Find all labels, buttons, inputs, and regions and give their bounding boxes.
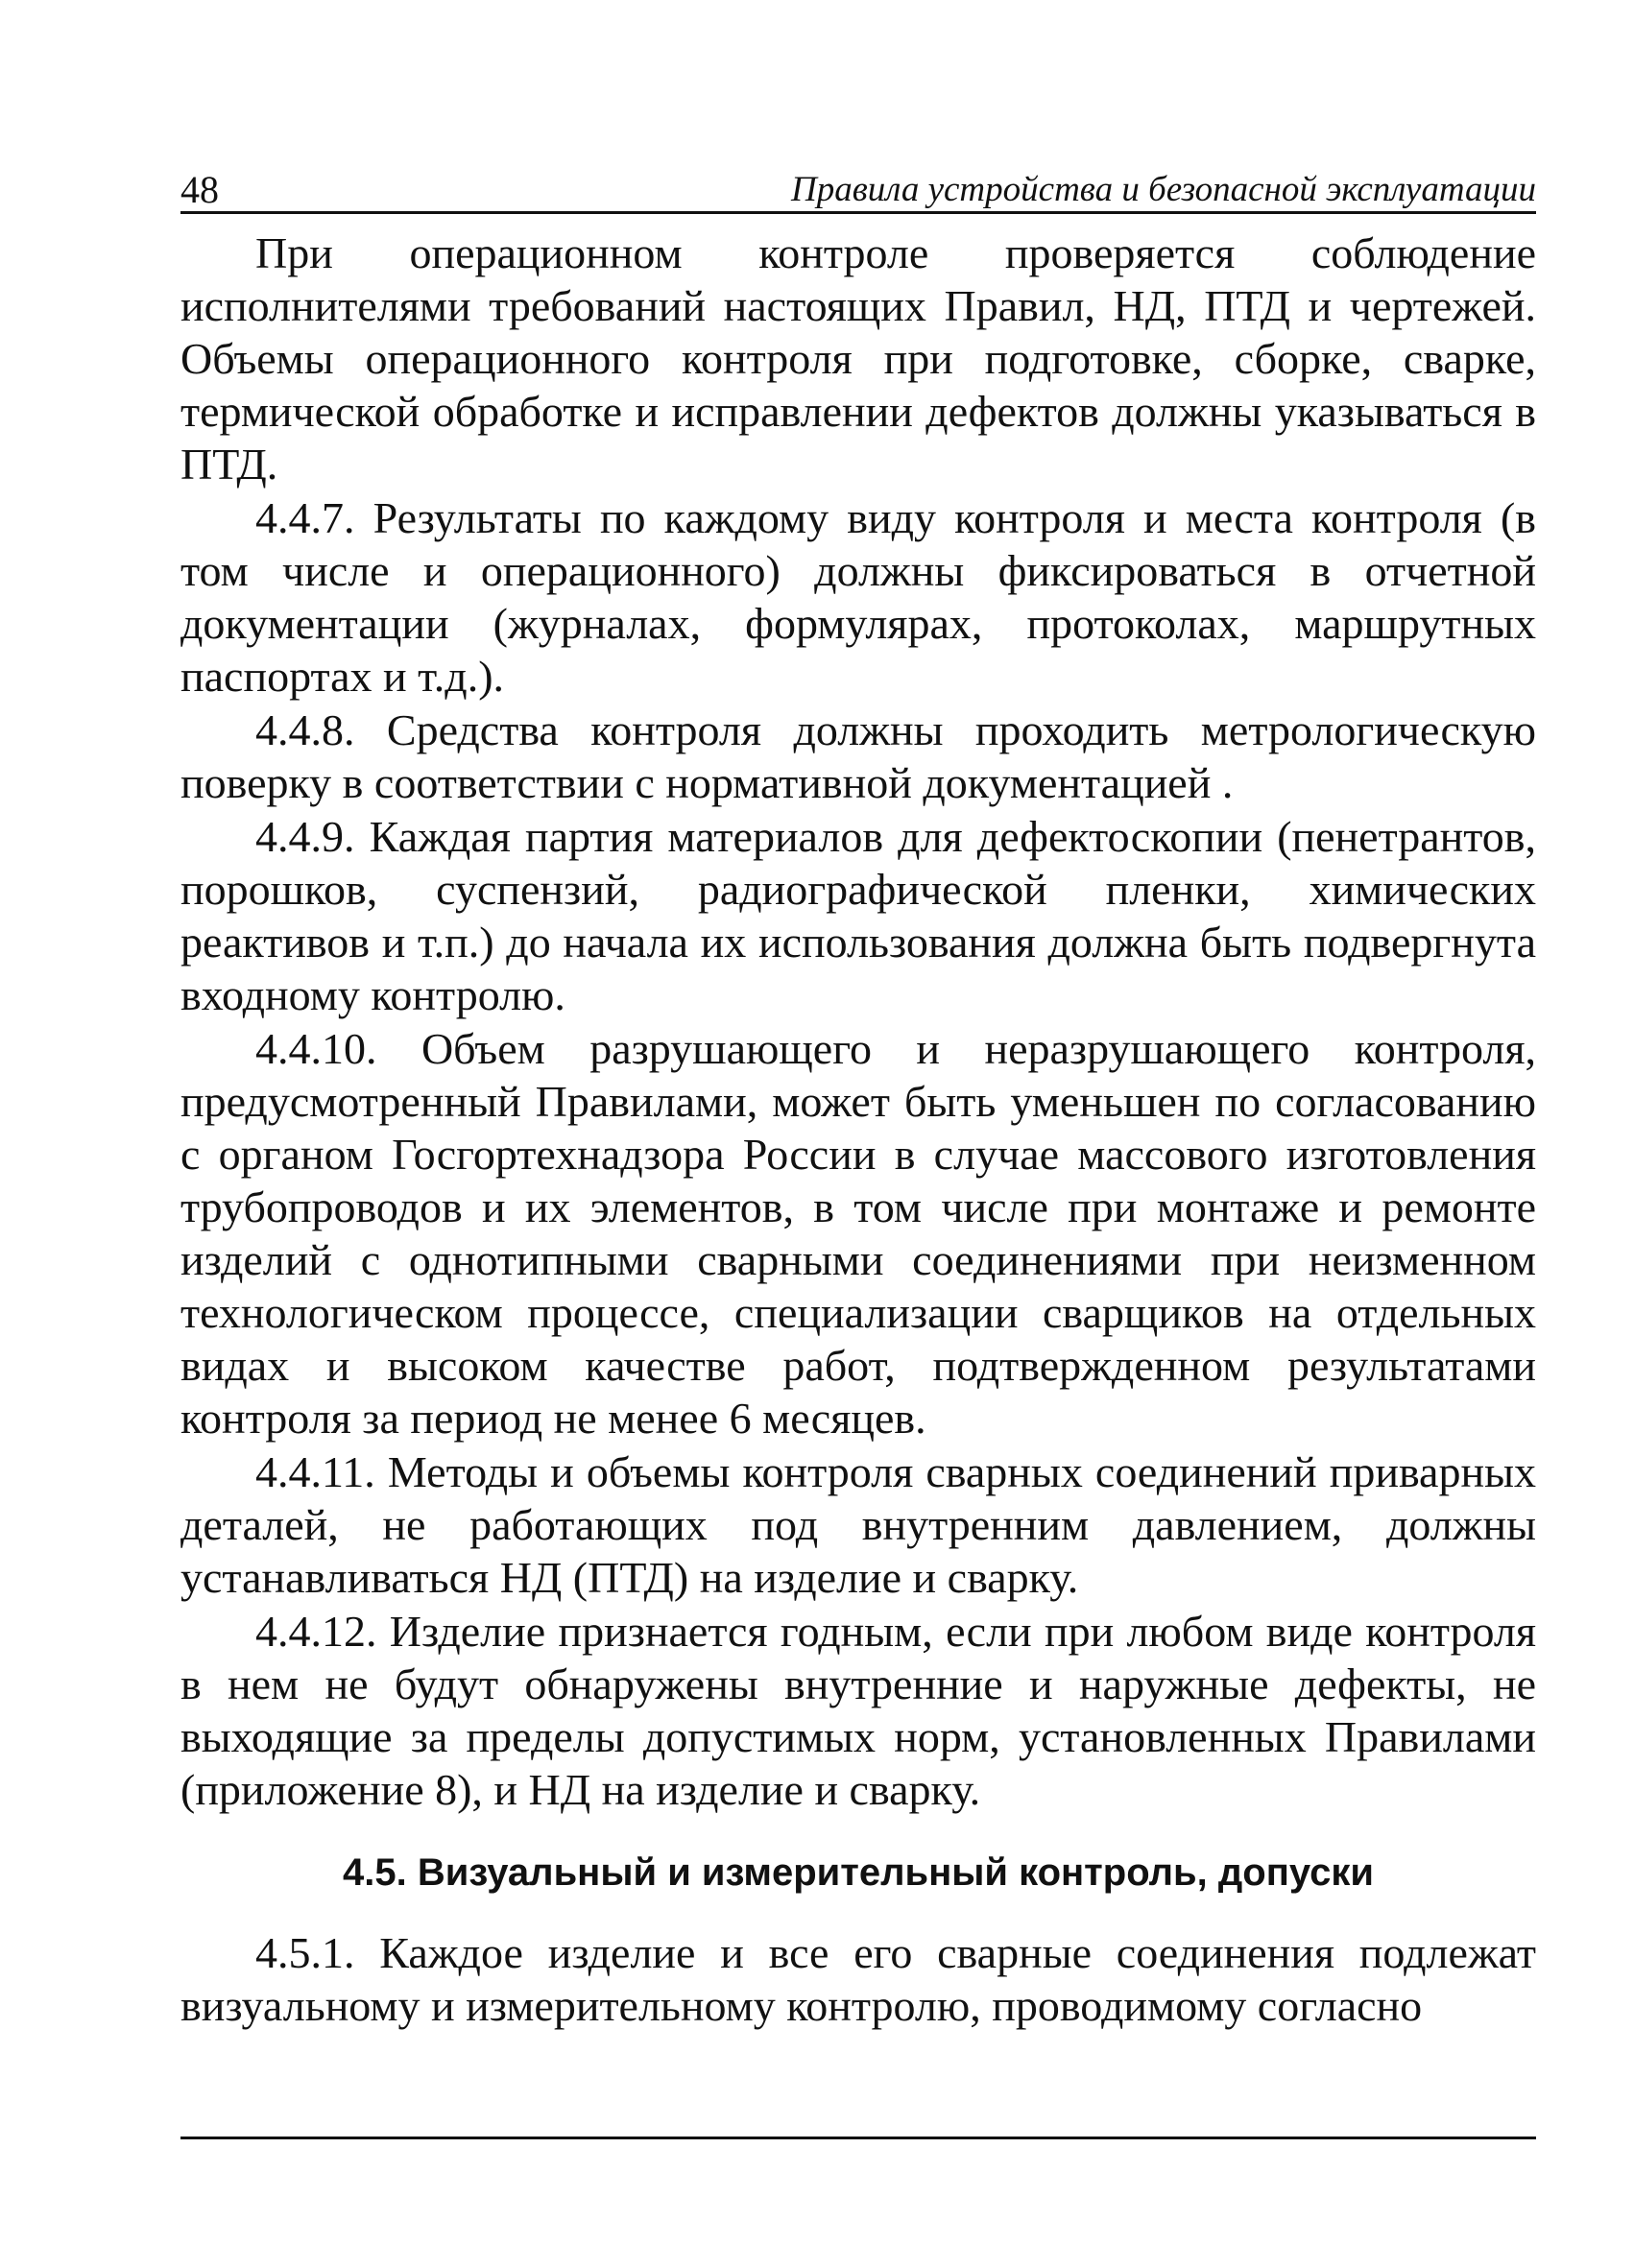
paragraph-4-4-7: 4.4.7. Результаты по каждому виду контроля и места контроля (в том числе и операционного) должны фиксироваться в отчетной документации (журналах, формулярах, протоколах, маршрутных паспортах и т.д.). bbox=[180, 493, 1536, 701]
paragraph-operational-control: При операционном контроле проверяется соблюдение исполнителями требований настоящих Правил, НД, ПТД и чертежей. Объемы операционного контроля при подготовке, сборке, сварке, термической обработке и исправлении дефектов должны указываться в ПТД. bbox=[180, 228, 1536, 489]
paragraph-4-4-8: 4.4.8. Средства контроля должны проходить метрологическую поверку в соответствии с нормативной документацией . bbox=[180, 705, 1536, 807]
paragraph-4-4-11: 4.4.11. Методы и объемы контроля сварных соединений приварных деталей, не работающих под внутренним давлением, должны устанавливаться НД (ПТД) на изделие и сварку. bbox=[180, 1447, 1536, 1602]
page-number: 48 bbox=[180, 168, 219, 211]
paragraph-4-5-1: 4.5.1. Каждое изделие и все его сварные соединения подлежат визуальному и измерительному контролю, проводимому согласно bbox=[180, 1928, 1536, 2030]
paragraph-4-4-12: 4.4.12. Изделие признается годным, если при любом виде контроля в нем не будут обнаружены внутренние и наружные дефекты, не выходящие за пределы допустимых норм, установленных Правилами (приложение 8), и НД на изделие и сварку. bbox=[180, 1607, 1536, 1814]
paragraph-4-4-10: 4.4.10. Объем разрушающего и неразрушающего контроля, предусмотренный Правилами, может быть уменьшен по согласованию с органом Госгортехнадзора России в случае массового изготовления трубопроводов и их элементов, в том числе при монтаже и ремонте изделий с однотипными сварными соединениями при неизменном технологическом процессе, специализации сварщиков на отдельных видах и высоком качестве работ, подтвержденном результатами контроля за период не менее 6 месяцев. bbox=[180, 1024, 1536, 1443]
running-header bbox=[180, 161, 1536, 214]
section-heading-4-5: 4.5. Визуальный и измерительный контроль, допуски bbox=[343, 1851, 1374, 1894]
bottom-rule bbox=[180, 2137, 1536, 2139]
running-title: Правила устройства и безопасной эксплуатации bbox=[790, 170, 1536, 209]
paragraph-4-4-9: 4.4.9. Каждая партия материалов для дефектоскопии (пенетрантов, порошков, суспензий, радиографической пленки, химических реактивов и т.п.) до начала их использования должна быть подвергнута входному контролю. bbox=[180, 812, 1536, 1019]
body-text bbox=[180, 227, 1536, 2033]
